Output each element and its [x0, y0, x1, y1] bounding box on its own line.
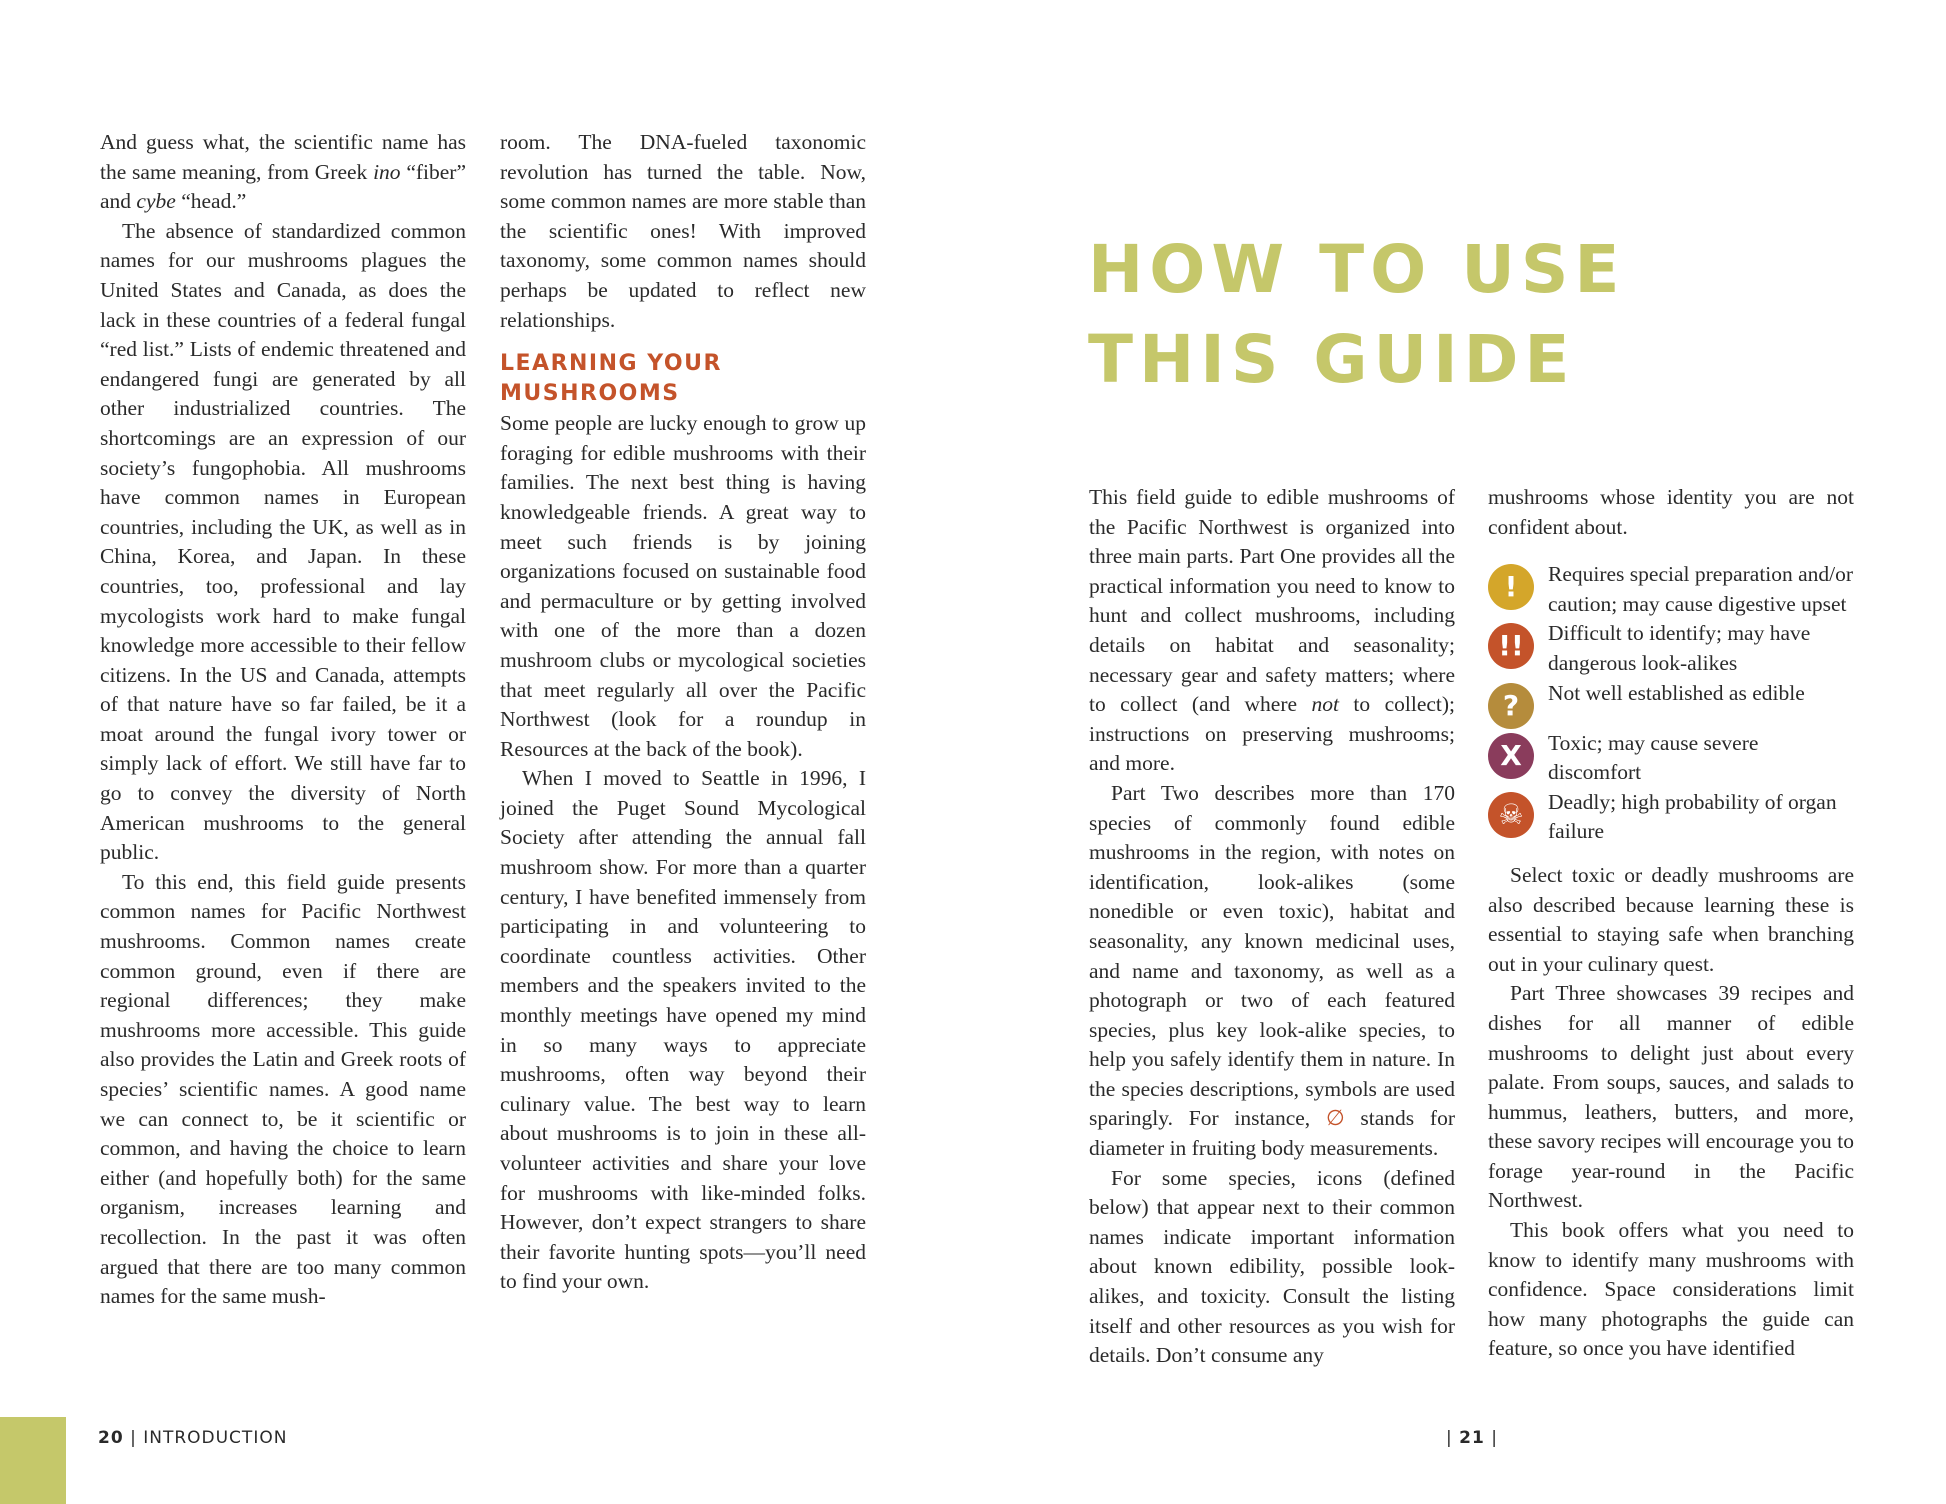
paragraph — [100, 128, 466, 217]
skull-crossbones-icon: ☠ — [1488, 792, 1534, 838]
italic-term: cybe — [136, 189, 176, 214]
legend-item — [1488, 729, 1854, 788]
title-line: THIS GUIDE — [1088, 321, 1576, 398]
paragraph: Some people are lucky enough to grow up foraging for edible mushrooms with their families. The next best thing is having knowledgeable friends. A great way to meet such friends is by joining organizations focused on sustainable food and permaculture or by getting involved with one of the more than a dozen mushroom clubs or mycological societies that meet regularly all over the Pacific Northwest (look for a roundup in Resources at the back of the book). — [500, 411, 866, 761]
paragraph-text: And guess what, the scientific name has the same meaning, from Greek — [100, 130, 466, 184]
paragraph-text: Part Two describes more than 170 species of commonly found edible mushrooms in the region, with notes on identification, look-alikes (some nonedible or even toxic), habitat and seasonality, any known medicinal uses, and name and taxonomy, as well as a photograph or two of each featured species, plus key look-alike species, to help you safely identify them in nature. In the species descriptions, symbols are used sparingly. For instance, — [1089, 780, 1455, 1131]
paragraph-text: stands for diameter in fruiting body measurements. — [1089, 1106, 1455, 1161]
paragraph: For some species, icons (defined below) that appear next to their common names indicate important information about known edibility, possible look-alikes, and toxicity. Consult the listing itself and other resources as you wish for details. Don’t consume any — [1089, 1165, 1455, 1368]
icon-legend — [1488, 560, 1854, 847]
legend-text: Requires special preparation and/or caution; may cause digestive upset — [1548, 562, 1854, 616]
paragraph: Part Three showcases 39 recipes and dishes for all manner of edible mushrooms to delight just about every palate. From soups, sauces, and salads to hummus, leathers, butters, and more, these savory recipes will encourage you to forage year-round in the Pacific Northwest. — [1488, 981, 1854, 1213]
page-number: 20 — [98, 1428, 124, 1448]
double-exclamation-icon: !! — [1488, 623, 1534, 669]
right-page-footer — [1446, 1428, 1498, 1448]
page-number: 21 — [1459, 1428, 1485, 1448]
legend-item — [1488, 619, 1854, 678]
footer-separator: | — [1491, 1428, 1498, 1448]
paragraph: When I moved to Seattle in 1996, I joined the Puget Sound Mycological Society after attending the annual fall mushroom show. For more than a quarter century, I have benefited immensely from participating in and volunteering to coordinate countless activities. Other members and the speakers invited to the monthly meetings have opened my mind in so many ways to appreciate mushrooms, often way beyond their culinary value. The best way to learn about mushrooms is to join in these all-volunteer activities and share your love for mushrooms with like-minded folks. However, don’t expect strangers to share their favorite hunting spots—you’ll need to find your own. — [500, 766, 866, 1294]
legend-item — [1488, 560, 1854, 619]
paragraph — [1089, 779, 1455, 1164]
paragraph-text: to collect); instructions on preserving mushrooms; and more. — [1089, 692, 1456, 776]
paragraph: mushrooms whose identity you are not confident about. — [1488, 485, 1854, 539]
paragraph: room. The DNA-fueled taxonomic revolution has turned the table. Now, some common names are more stable than the scientific ones! With improved taxonomy, some common names should perhaps be updated to reflect new relationships. — [500, 130, 866, 332]
legend-text: Toxic; may cause severe discomfort — [1548, 730, 1759, 785]
paragraph: Select toxic or deadly mushrooms are also described because learning these is essential to staying safe when branching out in your culinary quest. — [1488, 862, 1854, 976]
italic-term: ino — [373, 159, 401, 184]
question-mark-icon: ? — [1488, 683, 1534, 729]
legend-item — [1488, 679, 1854, 729]
italic-term: not — [1311, 692, 1339, 717]
legend-text: Deadly; high probability of organ failure — [1548, 789, 1837, 844]
page-title — [1088, 225, 1625, 405]
x-toxic-icon: X — [1488, 733, 1534, 779]
left-page-column-1 — [100, 128, 466, 1312]
footer-separator: | — [1446, 1428, 1453, 1448]
footer-accent-bar — [0, 1417, 66, 1504]
legend-item — [1488, 788, 1854, 847]
section-heading: LEARNING YOUR MUSHROOMS — [500, 351, 722, 407]
paragraph-text: This field guide to edible mushrooms of the Pacific Northwest is organized into three main parts. Part One provides all the practical information you need to know to hunt and collect mushrooms, including details on habitat and seasonality; necessary gear and safety matters; where to collect (and where — [1089, 485, 1455, 717]
legend-text: Difficult to identify; may have dangerous look-alikes — [1548, 621, 1811, 675]
paragraph: This book offers what you need to know to identify many mushrooms with confidence. Space considerations limit how many photographs the guide can feature, so once you have identified — [1488, 1218, 1854, 1361]
title-line: HOW TO USE — [1088, 231, 1626, 308]
paragraph: To this end, this field guide presents common names for Pacific Northwest mushrooms. Common names create common ground, even if there are regional differences; they make mushrooms more accessible. This guide also provides the Latin and Greek roots of species’ scientific names. A good name we can connect to, be it scientific or common, and having the choice to learn either (and hopefully both) for the same organism, increases learning and recollection. In the past it was often argued that there are too many common names for the same mush- — [100, 869, 466, 1309]
paragraph: The absence of standardized common names for our mushrooms plagues the United States and Canada, as does the lack in these countries of a federal fungal “red list.” Lists of endemic threatened and endangered fungi are generated by all other industrialized countries. The shortcomings are an expression of our society’s fungophobia. All mushrooms have common names in European countries, including the UK, as well as in China, Korea, and Japan. In these countries, too, professional and lay mycologists work hard to make fungal knowledge more accessible to their fellow citizens. In the US and Canada, attempts of that nature have so far failed, be it a moat around the fungal ivory tower or simply lack of effort. We still have far to go to convey the diversity of North American mushrooms to the general public. — [100, 218, 466, 865]
right-page-column-2 — [1488, 483, 1854, 1364]
paragraph-text: “head.” — [175, 189, 247, 214]
legend-text: Not well established as edible — [1548, 680, 1805, 705]
diameter-symbol: ∅ — [1325, 1106, 1345, 1131]
right-page-column-1 — [1089, 483, 1455, 1371]
paragraph — [1089, 483, 1455, 779]
footer-separator: | — [130, 1428, 137, 1448]
caution-exclamation-icon: ! — [1488, 564, 1534, 610]
left-page-footer — [98, 1428, 287, 1448]
paragraph-text: “fiber” and — [100, 159, 466, 214]
left-page-column-2 — [500, 128, 866, 1297]
section-name: INTRODUCTION — [143, 1428, 288, 1448]
